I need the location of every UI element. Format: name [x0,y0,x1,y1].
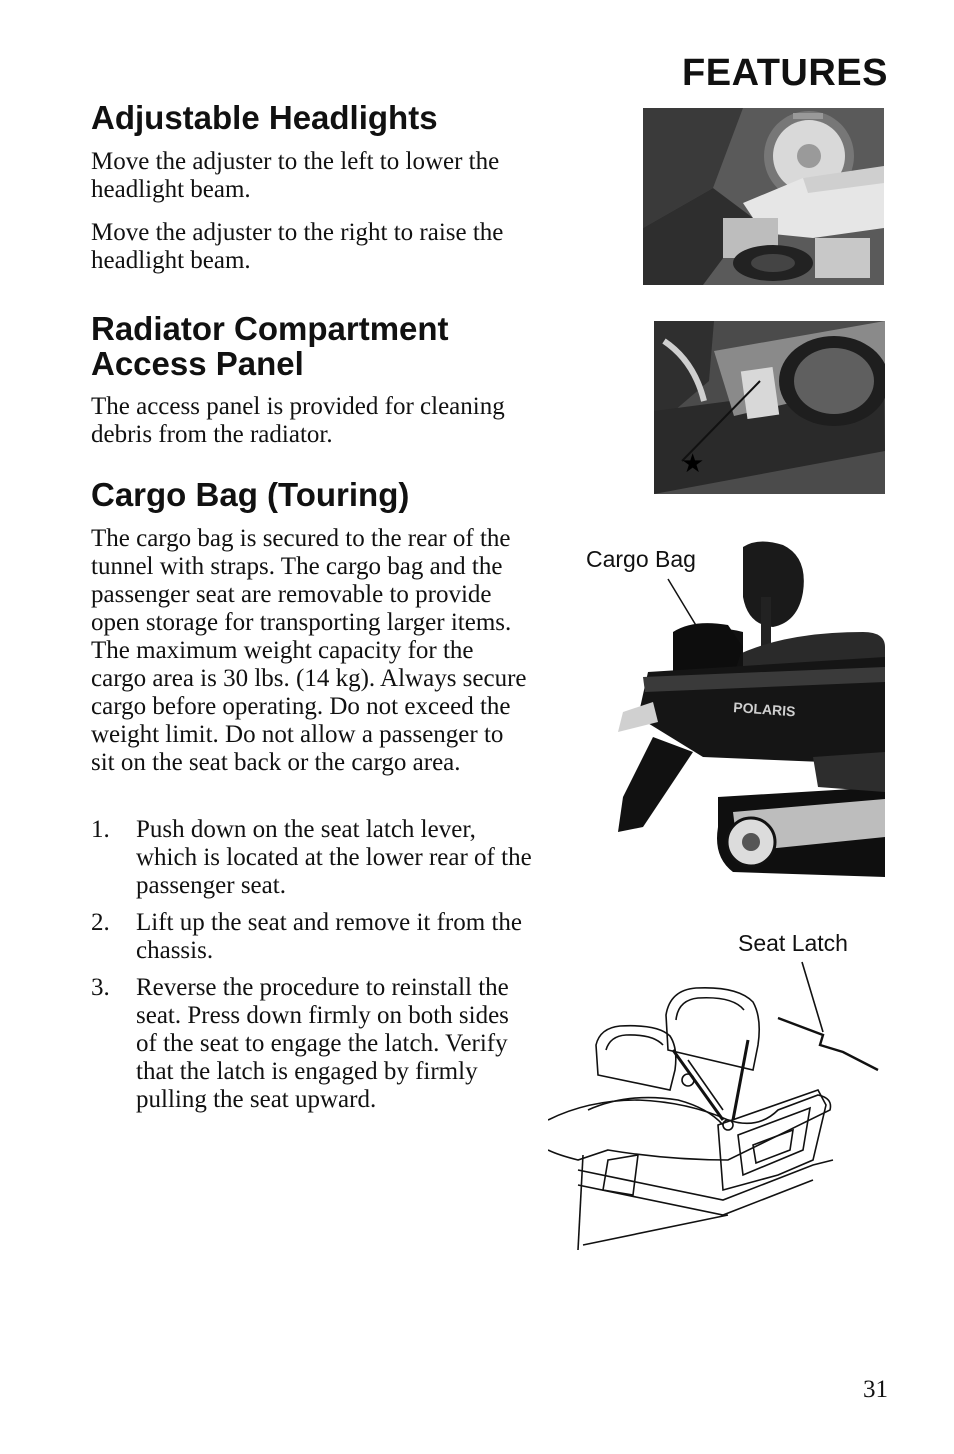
seat-latch-graphic [548,960,888,1252]
heading-radiator-panel: Radiator Compartment Access Panel [91,310,449,382]
step-number: 2. [91,909,110,936]
heading-adjustable-headlights: Adjustable Headlights [91,99,438,136]
seat-latch-label: Seat Latch [738,930,848,956]
step-text: Lift up the seat and remove it from the chassis. [136,909,522,964]
section-header: FEATURES [682,52,888,94]
section-radiator-panel [91,311,561,449]
paragraph: The cargo bag is secured to the rear of the tunnel with straps. The cargo bag and the passenger seat are removable to provide open storage for transporting larger items. The maximum weight capacity for the cargo area is 30 lbs. (14 kg). Always secure cargo before operating. Do not exceed the weight limit. Do not allow a passenger to sit on the seat back or the cargo area. [91,525,527,776]
page-number: 31 [863,1376,888,1403]
radiator-panel-photo [654,321,885,494]
section-cargo-bag [91,477,531,777]
cargo-bag-label: Cargo Bag [586,546,696,572]
heading-cargo-bag: Cargo Bag (Touring) [91,476,410,513]
paragraph: Move the adjuster to the left to lower the headlight beam. [91,148,500,203]
paragraph: The access panel is provided for cleaning debris from the radiator. [91,393,505,448]
procedure-steps [91,816,536,1123]
headlight-adjuster-photo [643,108,884,285]
paragraph: Move the adjuster to the right to raise the headlight beam. [91,219,504,274]
step-text: Reverse the procedure to reinstall the seat. Press down firmly on both sides of the seat to engage the latch. Verify that the latch is engaged by firmly pulling the seat upward. [136,974,509,1113]
step-number: 1. [91,816,110,843]
headlight-photo-graphic [643,108,884,285]
step-number: 3. [91,974,110,1001]
step-text: Push down on the seat latch lever, which is located at the lower rear of the passenger seat. [136,816,532,899]
list-item [91,816,536,900]
cargo-bag-graphic [583,537,885,880]
seat-latch-diagram [548,960,888,1252]
polaris-decal: POLARIS [732,699,796,720]
list-item [91,974,526,1114]
star-marker-icon: ★ [681,449,705,479]
cargo-bag-photo [583,537,885,880]
list-item [91,909,536,965]
section-adjustable-headlights [91,100,561,275]
